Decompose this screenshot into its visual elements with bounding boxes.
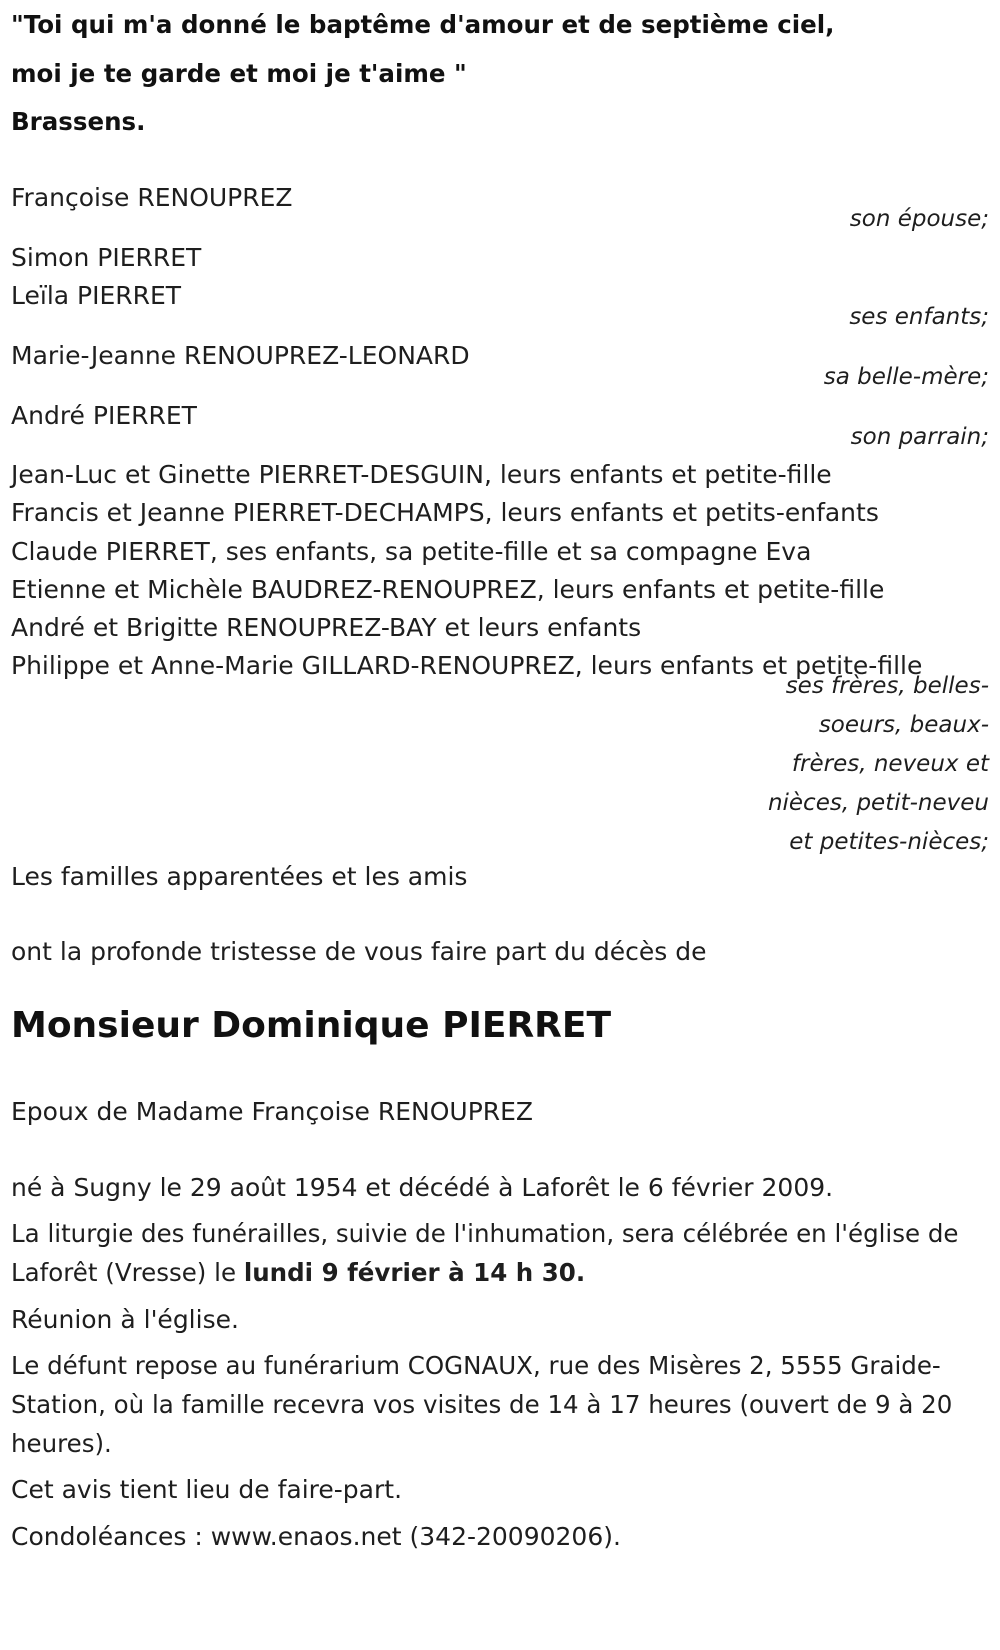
child-name: Leïla PIERRET xyxy=(11,281,182,310)
sibling-family: Philippe et Anne-Marie GILLARD-RENOUPREZ, leurs enfants et petite-fille xyxy=(11,651,923,680)
siblings-relation-line: et petites-nièces; xyxy=(789,829,989,855)
condolences-line: Condoléances : www.enaos.net (342-20090206). xyxy=(11,1522,621,1551)
siblings-relation xyxy=(749,667,989,862)
children-relation: ses enfants; xyxy=(849,304,989,330)
deceased-spouse-line: Epoux de Madame Françoise RENOUPREZ xyxy=(11,1097,534,1126)
spouse-name: Françoise RENOUPREZ xyxy=(11,183,293,212)
repose-paragraph: Le défunt repose au funérarium COGNAUX, rue des Misères 2, 5555 Graide-Station, où la famille recevra vos visites de 14 à 17 heures (ouvert de 9 à 20 heures). xyxy=(11,1351,953,1458)
spouse-relation: son épouse; xyxy=(849,206,989,232)
siblings-relation-line: frères, neveux et xyxy=(791,751,989,777)
siblings-relation-line: ses frères, belles- xyxy=(785,673,989,699)
siblings-relation-line: nièces, petit-neveu xyxy=(767,790,989,816)
godfather-name: André PIERRET xyxy=(11,401,197,430)
siblings-relation-line: soeurs, beaux- xyxy=(818,712,989,738)
meeting-note: Réunion à l'église. xyxy=(11,1305,239,1334)
quote-line-2: moi je te garde et moi je t'aime " xyxy=(11,59,467,88)
godfather-relation: son parrain; xyxy=(850,424,989,450)
sibling-family: Etienne et Michèle BAUDREZ-RENOUPREZ, leurs enfants et petite-fille xyxy=(11,575,885,604)
announcement-text: ont la profonde tristesse de vous faire part du décès de xyxy=(11,937,707,966)
sibling-family: Claude PIERRET, ses enfants, sa petite-fille et sa compagne Eva xyxy=(11,537,812,566)
mother-in-law-name: Marie-Jeanne RENOUPREZ-LEONARD xyxy=(11,341,470,370)
related-families: Les familles apparentées et les amis xyxy=(11,862,468,891)
notice-line: Cet avis tient lieu de faire-part. xyxy=(11,1475,403,1504)
sibling-family: Francis et Jeanne PIERRET-DECHAMPS, leurs enfants et petits-enfants xyxy=(11,498,879,527)
quote-author: Brassens. xyxy=(11,107,146,136)
deceased-name: Monsieur Dominique PIERRET xyxy=(11,1005,612,1046)
child-name: Simon PIERRET xyxy=(11,243,202,272)
sibling-family: André et Brigitte RENOUPREZ-BAY et leurs enfants xyxy=(11,613,642,642)
sibling-family: Jean-Luc et Ginette PIERRET-DESGUIN, leurs enfants et petite-fille xyxy=(11,460,832,489)
quote-line-1: "Toi qui m'a donné le baptême d'amour et de septième ciel, xyxy=(11,10,835,39)
birth-death-line: né à Sugny le 29 août 1954 et décédé à Laforêt le 6 février 2009. xyxy=(11,1173,834,1202)
funeral-liturgy-paragraph xyxy=(11,1214,991,1292)
funeral-date: lundi 9 février à 14 h 30. xyxy=(243,1258,586,1287)
mother-in-law-relation: sa belle-mère; xyxy=(823,364,989,390)
funeral-liturgy-text: La liturgie des funérailles, suivie de l'inhumation, sera célébrée en l'église de Laforêt (Vresse) le xyxy=(11,1219,959,1287)
